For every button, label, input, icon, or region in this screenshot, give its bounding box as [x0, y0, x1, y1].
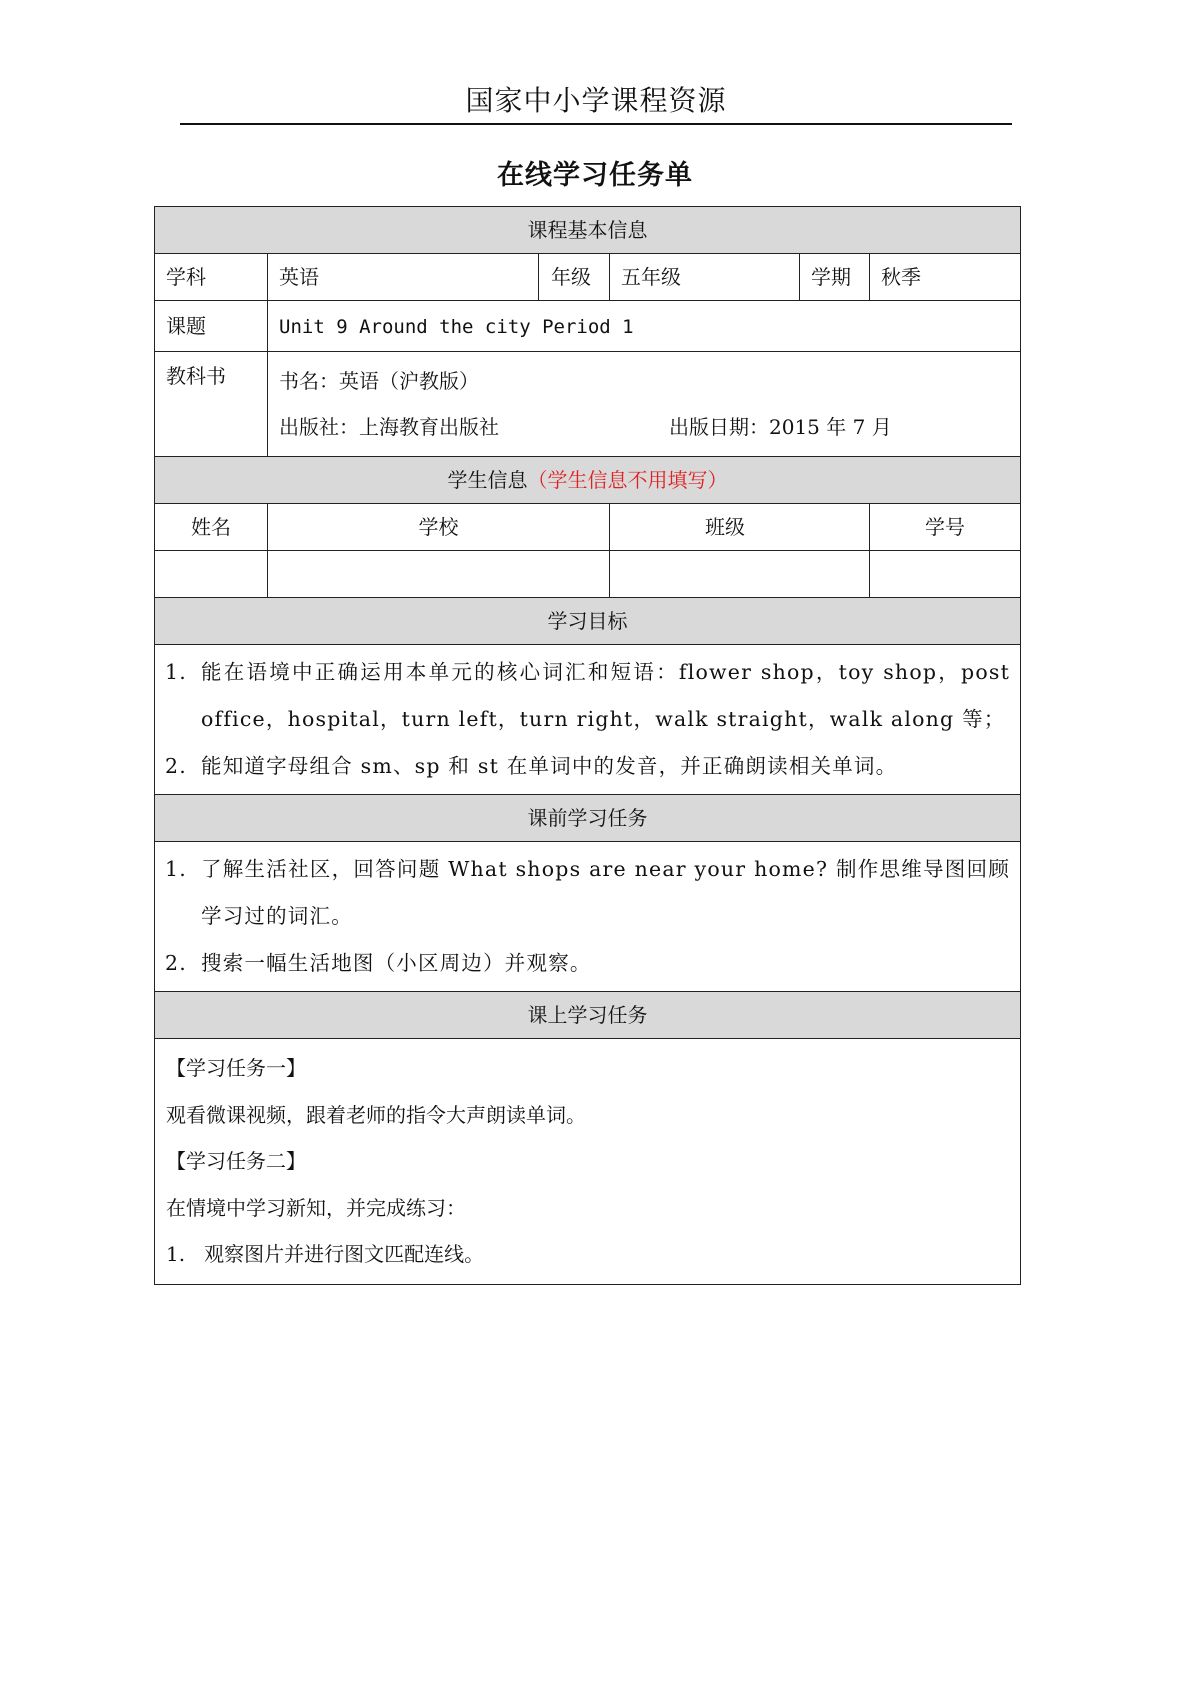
term-label: 学期: [800, 254, 870, 301]
topic-value: [268, 301, 1021, 352]
subject-value: 英语: [268, 254, 539, 301]
column-name: 姓名: [155, 504, 268, 551]
task-two-text: 在情境中学习新知，并完成练习：: [166, 1195, 466, 1220]
student-info-title: 学生信息: [447, 468, 528, 492]
name-input-cell: [155, 551, 268, 598]
task-sheet-table: [154, 206, 1021, 1285]
list-item-number: 1.: [165, 660, 187, 684]
publisher: 出版社：上海教育出版社: [279, 415, 499, 439]
column-student-id: 学号: [870, 504, 1021, 551]
document-title: 在线学习任务单: [497, 160, 693, 191]
list-item: [165, 940, 1010, 987]
task-two-item: 1. 观察图片并进行图文匹配连线。: [166, 1242, 485, 1266]
textbook-label: 教科书: [155, 352, 268, 457]
pre-class-list: [155, 842, 1021, 992]
list-item-text: 能知道字母组合 sm、sp 和 st 在单词中的发音，并正确朗读相关单词。: [201, 754, 898, 778]
column-class: 班级: [610, 504, 870, 551]
list-item-text: 能在语境中正确运用本单元的核心词汇和短语：flower shop，toy shop，post office，hospital，turn left，turn right，walk straight，walk along 等；: [201, 660, 1011, 731]
list-item: [165, 846, 1010, 940]
list-item: [165, 649, 1010, 743]
page-header-title: 国家中小学课程资源: [465, 84, 727, 117]
school-input-cell: [268, 551, 610, 598]
section-student-info: [155, 457, 1021, 504]
list-item: [165, 743, 1010, 790]
list-item-number: 2.: [165, 951, 187, 975]
list-item-text: 搜索一幅生活地图（小区周边）并观察。: [201, 951, 592, 975]
term-value: 秋季: [870, 254, 1021, 301]
textbook-info: [268, 352, 1021, 457]
section-course-info: 课程基本信息: [155, 207, 1021, 254]
subject-label: 学科: [155, 254, 268, 301]
section-objectives: 学习目标: [155, 598, 1021, 645]
list-item-text: 了解生活社区，回答问题 What shops are near your home? 制作思维导图回顾学习过的词汇。: [201, 857, 1011, 928]
objectives-list: [155, 645, 1021, 795]
topic-text: Unit 9 Around the city Period 1: [279, 315, 634, 338]
task-one-heading: 【学习任务一】: [166, 1056, 306, 1080]
list-item-number: 2.: [165, 754, 187, 778]
student-info-note: （学生信息不用填写）: [527, 468, 728, 492]
publisher-line: [279, 404, 1009, 450]
grade-value: 五年级: [610, 254, 800, 301]
class-input-cell: [610, 551, 870, 598]
in-class-tasks: [155, 1039, 1021, 1285]
section-in-class: 课上学习任务: [155, 992, 1021, 1039]
task-one-text: 观看微课视频，跟着老师的指令大声朗读单词。: [166, 1102, 586, 1127]
task-two-heading: 【学习任务二】: [166, 1149, 306, 1173]
book-name: 书名：英语（沪教版）: [279, 369, 479, 393]
student-id-input-cell: [870, 551, 1021, 598]
section-pre-class: 课前学习任务: [155, 795, 1021, 842]
header-rule: [180, 123, 1012, 125]
grade-label: 年级: [539, 254, 610, 301]
topic-label: 课题: [155, 301, 268, 352]
list-item-number: 1.: [165, 857, 187, 881]
column-school: 学校: [268, 504, 610, 551]
publish-date: 出版日期：2015 年 7 月: [669, 415, 892, 439]
